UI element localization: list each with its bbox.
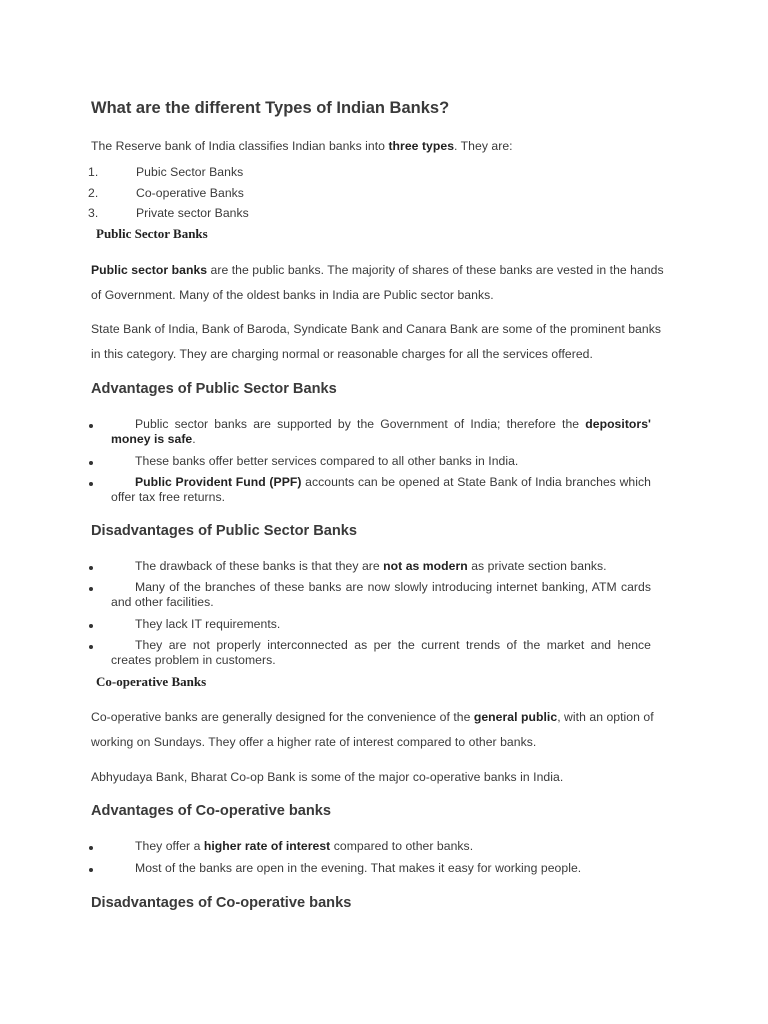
- coop-subheading: Co-operative Banks: [96, 674, 207, 689]
- bullet-icon: [89, 482, 93, 486]
- intro-text-end: . They are:: [454, 139, 513, 153]
- list-item-text: Public sector banks are supported by the Government of India; therefore the: [135, 417, 586, 431]
- coop-para1-bold: general public: [473, 710, 558, 724]
- coop-para1-text-end: , with an option of: [557, 710, 654, 724]
- public-para1-line2: of Government. Many of the oldest banks in India are Public sector banks.: [91, 288, 494, 302]
- public-para2-line2: in this category. They are charging normal or reasonable charges for all the services offered.: [91, 347, 593, 361]
- intro-paragraph: [91, 139, 513, 153]
- list-item: Many of the branches of these banks are now slowly introducing internet banking, ATM cards and other facilities.: [111, 580, 651, 609]
- bullet-icon: [89, 645, 93, 649]
- list-item: Private sector Banks: [136, 206, 249, 220]
- coop-para1-text: Co-operative banks are generally designed for the convenience of the: [91, 710, 474, 724]
- list-item-text: accounts can be opened at State Bank of India branches which offer tax free returns.: [111, 475, 651, 504]
- intro-text: The Reserve bank of India classifies Indian banks into: [91, 139, 389, 153]
- coop-disadvantages-heading: Disadvantages of Co-operative banks: [91, 895, 352, 911]
- list-item: [135, 559, 607, 573]
- list-item-bold: higher rate of interest: [203, 839, 331, 853]
- list-item-text-end: compared to other banks.: [330, 839, 474, 853]
- list-item: Pubic Sector Banks: [136, 165, 244, 179]
- bullet-icon: [89, 461, 93, 465]
- bullet-icon: [89, 424, 93, 428]
- page-title: What are the different Types of Indian Banks?: [91, 99, 450, 117]
- coop-para2: Abhyudaya Bank, Bharat Co-op Bank is some of the major co-operative banks in India.: [91, 770, 564, 784]
- coop-para1-line2: working on Sundays. They offer a higher rate of interest compared to other banks.: [91, 735, 537, 749]
- list-item: [135, 839, 473, 853]
- list-item: Co-operative Banks: [136, 186, 244, 200]
- list-item-text: The drawback of these banks is that they are: [135, 559, 384, 573]
- bullet-icon: [89, 566, 93, 570]
- list-item-bold: not as modern: [383, 559, 468, 573]
- bullet-icon: [89, 624, 93, 628]
- list-item-text-end: .: [192, 432, 196, 446]
- public-para1-text: are the public banks. The majority of shares of these banks are vested in the hands: [207, 263, 664, 277]
- list-number: 3.: [88, 206, 99, 220]
- coop-advantages-heading: Advantages of Co-operative banks: [91, 803, 332, 819]
- public-para2-line1: State Bank of India, Bank of Baroda, Syndicate Bank and Canara Bank are some of the prominent banks: [91, 322, 661, 336]
- list-item: These banks offer better services compared to all other banks in India.: [135, 454, 519, 468]
- public-sector-subheading: Public Sector Banks: [96, 226, 208, 241]
- public-advantages-heading: Advantages of Public Sector Banks: [91, 381, 337, 397]
- bullet-icon: [89, 587, 93, 591]
- list-number: 1.: [88, 165, 99, 179]
- list-number: 2.: [88, 186, 99, 200]
- list-item: [111, 417, 651, 447]
- list-item: Most of the banks are open in the evening. That makes it easy for working people.: [135, 861, 582, 875]
- intro-bold: three types: [388, 139, 455, 153]
- list-item: They are not properly interconnected as per the current trends of the market and hence creates problem in customers.: [111, 638, 651, 667]
- bullet-icon: [89, 846, 93, 850]
- public-para1-line1: [91, 263, 664, 277]
- list-item: They lack IT requirements.: [135, 617, 281, 631]
- coop-para1-line1: [91, 710, 654, 724]
- list-item-bold: Public Provident Fund (PPF): [135, 475, 302, 489]
- list-item-text-end: as private section banks.: [467, 559, 607, 573]
- public-para1-bold: Public sector banks: [91, 263, 208, 277]
- list-item-text: They offer a: [135, 839, 204, 853]
- public-disadvantages-heading: Disadvantages of Public Sector Banks: [91, 523, 358, 539]
- list-item-bold: depositors' money is safe: [111, 417, 651, 446]
- bullet-icon: [89, 868, 93, 872]
- list-item: [111, 475, 651, 505]
